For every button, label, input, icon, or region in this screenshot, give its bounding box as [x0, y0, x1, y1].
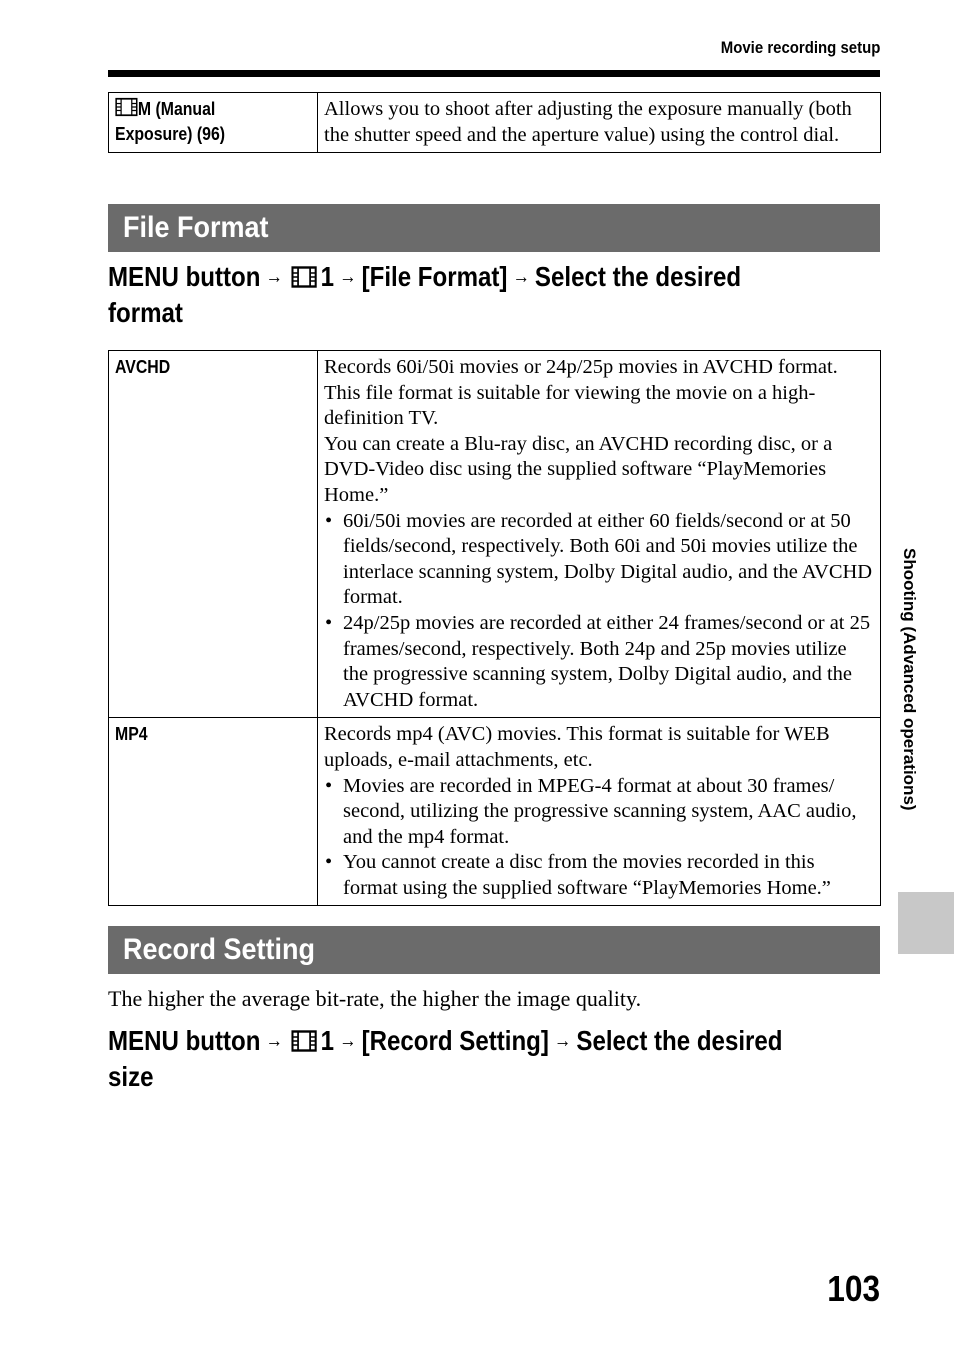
table-value-cell: [318, 718, 881, 906]
record-setting-heading: Record Setting: [108, 926, 880, 974]
table-key-cell: AVCHD: [109, 351, 318, 718]
header-rule: [108, 70, 880, 77]
page-number: 103: [827, 1268, 880, 1309]
manual-exposure-label-line2: Exposure) (96): [115, 124, 226, 144]
list-item: • You cannot create a disc from the movies recorded in this format using the supplied software “PlayMemories Home.”: [324, 850, 874, 901]
list-item: • Movies are recorded in MPEG-4 format at about 30 frames/ second, utilizing the progressive scanning system, AAC audio, and the mp4 format.: [324, 774, 874, 851]
side-section-label: Shooting (Advanced operations): [900, 548, 919, 811]
list-item: • 60i/50i movies are recorded at either 60 fields/second or at 50 fields/second, respectively. Both 60i and 50i movies utilize the interlace scanning system, Dolby Digital audio, and the AVCHD format.: [324, 509, 874, 611]
file-format-menu-path: MENU button → 1 → [File Format] → Select the desired format: [108, 261, 742, 328]
table-row: [109, 93, 881, 153]
record-setting-description: The higher the average bit-rate, the higher the image quality.: [108, 986, 642, 1011]
paragraph: You can create a Blu-ray disc, an AVCHD recording disc, or a DVD-Video disc using the supplied software “PlayMemories Home.”: [324, 432, 833, 506]
paragraph: Records 60i/50i movies or 24p/25p movies in AVCHD format. This file format is suitable for viewing the movie on a high-definition TV.: [324, 356, 838, 430]
file-format-table: [108, 350, 881, 906]
side-tab-marker: [898, 892, 954, 954]
movie-menu-icon: [291, 1030, 317, 1052]
record-setting-menu-path: MENU button → 1 → [Record Setting] → Select the desired size: [108, 1025, 783, 1092]
running-header: Movie recording setup: [720, 38, 880, 57]
table-key-cell: MP4: [109, 718, 318, 906]
bullet-list: [324, 774, 874, 902]
list-item: • 24p/25p movies are recorded at either 24 frames/second or at 25 frames/second, respectively. Both 24p and 25p movies utilize the progressive scanning system, Dolby Digital audio, and the AVCHD format.: [324, 611, 874, 713]
movie-film-icon: [115, 97, 138, 117]
manual-exposure-label-line1: (Manual: [151, 99, 216, 119]
table-key-cell: [109, 93, 318, 153]
file-format-heading: File Format: [108, 204, 880, 252]
manual-exposure-table: [108, 92, 881, 153]
table-row: [109, 718, 881, 906]
bullet-list: [324, 509, 874, 714]
paragraph: Records mp4 (AVC) movies. This format is suitable for WEB uploads, e-mail attachments, etc.: [324, 723, 830, 771]
table-row: [109, 351, 881, 718]
movie-menu-icon: [291, 266, 317, 288]
table-value-cell: [318, 351, 881, 718]
mode-suffix: M: [137, 99, 152, 119]
manual-exposure-description: Allows you to shoot after adjusting the exposure manually (both the shutter speed and the aperture value) using the control dial.: [318, 93, 881, 153]
